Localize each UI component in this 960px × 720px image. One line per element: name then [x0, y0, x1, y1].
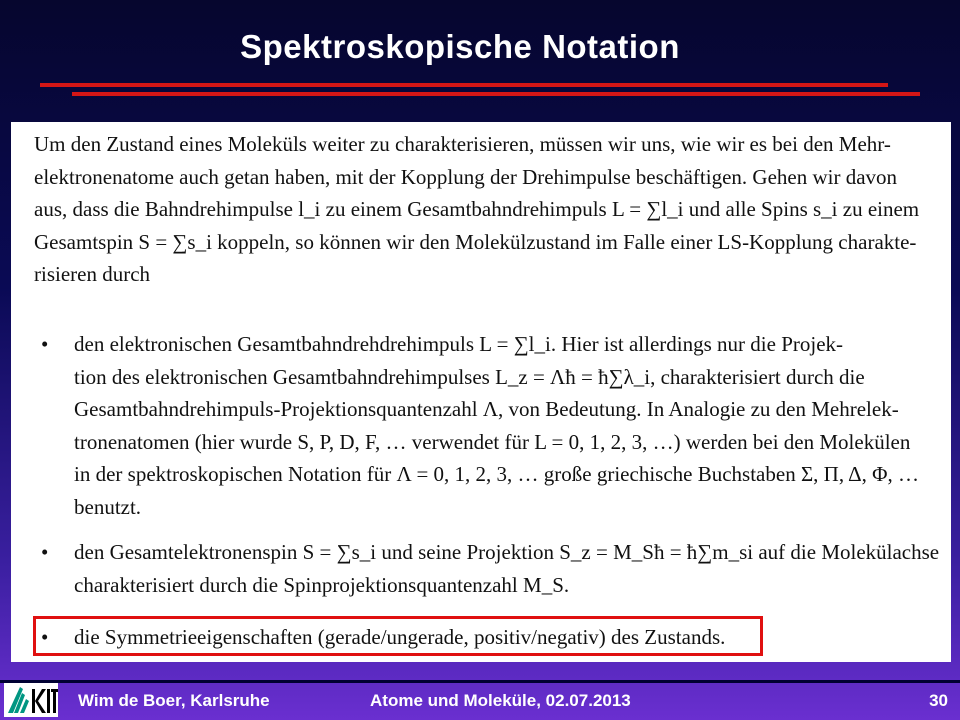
page-number: 30	[929, 691, 948, 710]
bullet-line: den Gesamtelektronenspin S = ∑s_i und seine Projektion S_z = M_Sħ = ħ∑m_si auf die Molekülachse	[74, 540, 940, 564]
intro-line: elektronenatome auch getan haben, mit der Kopplung der Drehimpulse beschäftigen. Gehen wir davon	[34, 164, 898, 189]
title-underline-bottom	[72, 92, 920, 96]
intro-line: Um den Zustand eines Moleküls weiter zu charakterisieren, müssen wir uns, wie wir es bei den Mehr-	[34, 132, 891, 156]
intro-paragraph	[34, 128, 940, 291]
bullet-line: den elektronischen Gesamtbahndrehdrehimpuls L = ∑l_i. Hier ist allerdings nur die Projek-	[74, 332, 844, 356]
slide-title: Spektroskopische Notation	[240, 28, 680, 65]
bullet-line: Gesamtbahndrehimpuls-Projektionsquantenzahl Λ, von Bedeutung. In Analogie zu den Mehrelek-	[74, 397, 899, 421]
content-panel	[11, 122, 951, 662]
footer-course: Atome und Moleküle, 02.07.2013	[370, 691, 631, 710]
bullet-dot-icon: •	[41, 332, 49, 356]
intro-line: Gesamtspin S = ∑s_i koppeln, so können wir den Molekülzustand im Falle einer LS-Kopplung charakte-	[34, 229, 917, 254]
intro-line: aus, dass die Bahndrehimpulse l_i zu einem Gesamtbahndrehimpuls L = ∑l_i und alle Spins s_i zu einem	[34, 197, 920, 221]
title-underline-top	[40, 83, 888, 87]
footer-author: Wim de Boer, Karlsruhe	[78, 691, 270, 710]
bullet-dot-icon: •	[41, 625, 49, 649]
bullet-line: tronenatomen (hier wurde S, P, D, F, … verwendet für L = 0, 1, 2, 3, …) werden bei den Molekülen	[74, 429, 911, 454]
bullet-line: tion des elektronischen Gesamtbahndrehimpulses L_z = Λħ = ħ∑λ_i, charakterisiert durch die	[74, 364, 865, 389]
bullet-line: charakterisiert durch die Spinprojektionsquantenzahl M_S.	[74, 572, 570, 597]
bullet-line: in der spektroskopischen Notation für Λ = 0, 1, 2, 3, … große griechische Buchstaben Σ, Π, Δ, Φ, …	[74, 462, 920, 486]
kit-logo-icon	[4, 683, 58, 717]
footer	[0, 683, 960, 720]
bullet-line: die Symmetrieeigenschaften (gerade/ungerade, positiv/negativ) des Zustands.	[74, 625, 726, 649]
intro-line: risieren durch	[34, 262, 151, 286]
bullet-line: benutzt.	[74, 494, 142, 519]
bullet-dot-icon: •	[41, 540, 49, 564]
